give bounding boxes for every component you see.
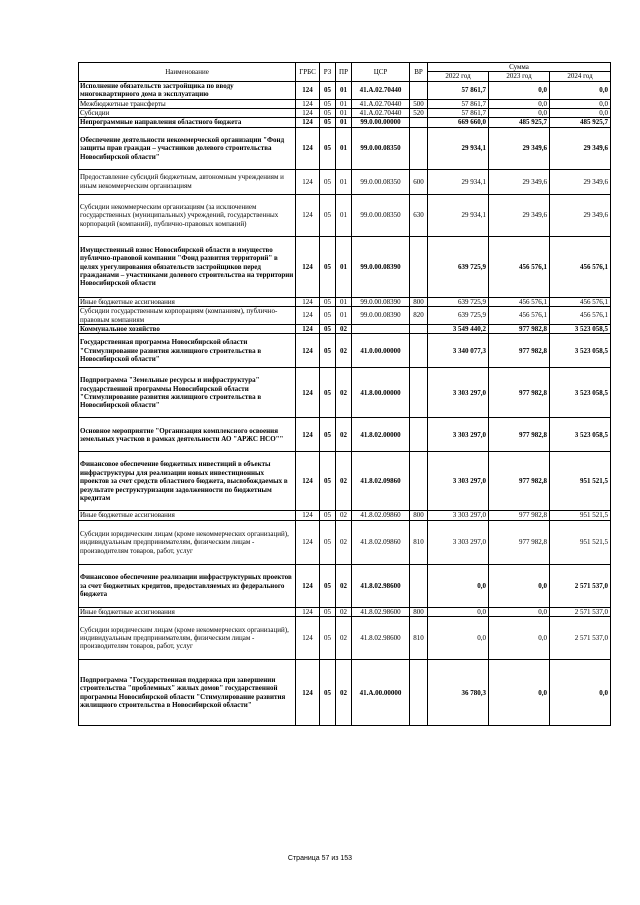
row-vr: 800	[410, 607, 428, 616]
row-amount-2022: 29 934,1	[428, 127, 489, 169]
table-row	[79, 99, 611, 108]
row-pr: 02	[336, 334, 352, 368]
row-grbs: 124	[296, 307, 320, 325]
row-csr: 41.А.02.70440	[352, 109, 410, 118]
header-csr: ЦСР	[352, 63, 410, 82]
row-vr	[410, 325, 428, 334]
row-pr: 01	[336, 118, 352, 127]
row-grbs: 124	[296, 236, 320, 297]
row-rz: 05	[320, 511, 336, 520]
row-amount-2023: 977 982,8	[489, 334, 550, 368]
row-grbs: 124	[296, 325, 320, 334]
row-vr: 630	[410, 194, 428, 236]
row-name: Иные бюджетные ассигнования	[79, 297, 296, 306]
row-amount-2022: 57 861,7	[428, 109, 489, 118]
row-pr: 01	[336, 109, 352, 118]
row-rz: 05	[320, 520, 336, 564]
row-pr: 01	[336, 194, 352, 236]
row-grbs: 124	[296, 520, 320, 564]
row-grbs: 124	[296, 607, 320, 616]
row-amount-2023: 977 982,8	[489, 452, 550, 511]
table-row	[79, 418, 611, 452]
header-year-2023: 2023 год	[489, 72, 550, 81]
row-rz: 05	[320, 368, 336, 418]
table-row	[79, 236, 611, 297]
row-grbs: 124	[296, 368, 320, 418]
row-amount-2023: 0,0	[489, 660, 550, 726]
row-amount-2023: 0,0	[489, 617, 550, 660]
row-vr	[410, 334, 428, 368]
row-rz: 05	[320, 194, 336, 236]
row-amount-2024: 2 571 537,0	[550, 607, 611, 616]
row-grbs: 124	[296, 169, 320, 194]
row-amount-2023: 0,0	[489, 81, 550, 99]
row-amount-2022: 3 303 297,0	[428, 511, 489, 520]
row-name: Финансовое обеспечение реализации инфраструктурных проектов за счет бюджетных кредитов, предоставляемых из федерального бюджета	[79, 564, 296, 607]
row-vr	[410, 236, 428, 297]
row-name: Подпрограмма "Земельные ресурсы и инфраструктура" государственной программы Новосибирской области "Стимулирование развития жилищного строительства в Новосибирской области"	[79, 368, 296, 418]
row-rz: 05	[320, 418, 336, 452]
row-name: Межбюджетные трансферты	[79, 99, 296, 108]
row-csr: 41.8.02.09860	[352, 511, 410, 520]
row-name: Непрограммные направления областного бюджета	[79, 118, 296, 127]
table-row	[79, 617, 611, 660]
row-amount-2023: 29 349,6	[489, 169, 550, 194]
row-vr: 500	[410, 99, 428, 108]
row-vr	[410, 660, 428, 726]
row-vr: 810	[410, 617, 428, 660]
row-pr: 01	[336, 169, 352, 194]
row-rz: 05	[320, 617, 336, 660]
row-name: Государственная программа Новосибирской области "Стимулирование развития жилищного строительства в Новосибирской области"	[79, 334, 296, 368]
row-amount-2022: 3 303 297,0	[428, 368, 489, 418]
row-csr: 41.8.02.98600	[352, 607, 410, 616]
row-csr: 41.8.02.00000	[352, 418, 410, 452]
row-pr: 01	[336, 307, 352, 325]
row-pr: 02	[336, 452, 352, 511]
row-amount-2024: 951 521,5	[550, 511, 611, 520]
table-row	[79, 118, 611, 127]
row-pr: 02	[336, 607, 352, 616]
row-pr: 02	[336, 368, 352, 418]
row-pr: 01	[336, 236, 352, 297]
table-row	[79, 334, 611, 368]
row-grbs: 124	[296, 511, 320, 520]
row-rz: 05	[320, 118, 336, 127]
row-name: Подпрограмма "Государственная поддержка при завершении строительства "проблемных" жилых домов" государственной программы Новосибирской области "Стимулирование развития жилищного строительства в Новосибирской области"	[79, 660, 296, 726]
row-rz: 05	[320, 81, 336, 99]
header-sum: Сумма	[428, 63, 611, 72]
row-grbs: 124	[296, 334, 320, 368]
row-amount-2024: 29 349,6	[550, 127, 611, 169]
row-name: Имущественный взнос Новосибирской области в имущество публично-правовой компании "Фонд развития территорий" в целях урегулирования обязательств застройщиков перед гражданами – участниками долевого строительства на территории Новосибирской области	[79, 236, 296, 297]
row-vr	[410, 564, 428, 607]
row-csr: 41.А.02.70440	[352, 99, 410, 108]
row-name: Предоставление субсидий бюджетным, автономным учреждениям и иным некоммерческим организациям	[79, 169, 296, 194]
row-amount-2023: 0,0	[489, 109, 550, 118]
row-pr: 02	[336, 325, 352, 334]
page-number: Страница 57 из 153	[287, 855, 353, 862]
header-grbs: ГРБС	[296, 63, 320, 82]
row-pr: 01	[336, 297, 352, 306]
row-amount-2022: 639 725,9	[428, 297, 489, 306]
table-row	[79, 297, 611, 306]
row-vr	[410, 81, 428, 99]
row-vr: 810	[410, 520, 428, 564]
row-pr: 02	[336, 617, 352, 660]
row-rz: 05	[320, 99, 336, 108]
budget-table-container	[78, 62, 610, 726]
row-pr: 02	[336, 511, 352, 520]
row-amount-2022: 0,0	[428, 564, 489, 607]
row-pr: 02	[336, 564, 352, 607]
row-grbs: 124	[296, 564, 320, 607]
row-name: Субсидии	[79, 109, 296, 118]
row-csr: 99.0.00.08350	[352, 194, 410, 236]
row-rz: 05	[320, 660, 336, 726]
row-amount-2024: 3 523 058,5	[550, 325, 611, 334]
row-amount-2023: 29 349,6	[489, 127, 550, 169]
row-vr	[410, 127, 428, 169]
row-amount-2024: 0,0	[550, 81, 611, 99]
row-rz: 05	[320, 169, 336, 194]
row-grbs: 124	[296, 99, 320, 108]
row-amount-2022: 29 934,1	[428, 194, 489, 236]
row-amount-2022: 36 780,3	[428, 660, 489, 726]
row-name: Обеспечение деятельности некоммерческой организации "Фонд защиты прав граждан – участников долевого строительства Новосибирской области"	[79, 127, 296, 169]
row-rz: 05	[320, 325, 336, 334]
row-amount-2023: 977 982,8	[489, 418, 550, 452]
row-csr	[352, 325, 410, 334]
row-rz: 05	[320, 307, 336, 325]
row-amount-2022: 3 549 440,2	[428, 325, 489, 334]
row-amount-2024: 0,0	[550, 109, 611, 118]
row-grbs: 124	[296, 452, 320, 511]
table-row	[79, 307, 611, 325]
table-row	[79, 368, 611, 418]
row-grbs: 124	[296, 194, 320, 236]
row-amount-2023: 456 576,1	[489, 307, 550, 325]
row-rz: 05	[320, 334, 336, 368]
row-amount-2023: 0,0	[489, 607, 550, 616]
row-amount-2024: 3 523 058,5	[550, 334, 611, 368]
row-vr: 820	[410, 307, 428, 325]
row-amount-2024: 2 571 537,0	[550, 617, 611, 660]
row-name: Субсидии некоммерческим организациям (за исключением государственных (муниципальных) учреждений, государственных корпораций (компаний), публично-правовых компаний)	[79, 194, 296, 236]
header-name: Наименование	[79, 63, 296, 82]
row-name: Основное мероприятие "Организация комплексного освоения земельных участков в рамках деятельности АО "АРЖС НСО""	[79, 418, 296, 452]
table-row	[79, 660, 611, 726]
row-rz: 05	[320, 127, 336, 169]
row-amount-2023: 977 982,8	[489, 511, 550, 520]
table-row	[79, 194, 611, 236]
row-rz: 05	[320, 564, 336, 607]
table-row	[79, 511, 611, 520]
row-grbs: 124	[296, 127, 320, 169]
row-csr: 99.0.00.08390	[352, 297, 410, 306]
row-vr	[410, 368, 428, 418]
table-row	[79, 452, 611, 511]
row-amount-2022: 57 861,7	[428, 99, 489, 108]
table-body	[79, 81, 611, 725]
row-grbs: 124	[296, 118, 320, 127]
table-row	[79, 520, 611, 564]
row-amount-2022: 669 660,0	[428, 118, 489, 127]
row-amount-2024: 456 576,1	[550, 236, 611, 297]
row-amount-2022: 29 934,1	[428, 169, 489, 194]
row-name: Финансовое обеспечение бюджетных инвестиций в объекты инфраструктуры для реализации новых инвестиционных проектов за счет средств областного бюджета, высвобождаемых в результате реструктуризации задолженности по бюджетным кредитам	[79, 452, 296, 511]
row-amount-2023: 456 576,1	[489, 297, 550, 306]
row-amount-2024: 3 523 058,5	[550, 418, 611, 452]
row-vr	[410, 118, 428, 127]
row-rz: 05	[320, 297, 336, 306]
row-name: Коммунальное хозяйство	[79, 325, 296, 334]
table-row	[79, 607, 611, 616]
row-amount-2024: 485 925,7	[550, 118, 611, 127]
header-rz: РЗ	[320, 63, 336, 82]
header-year-2024: 2024 год	[550, 72, 611, 81]
header-pr: ПР	[336, 63, 352, 82]
row-csr: 41.8.02.09860	[352, 452, 410, 511]
row-pr: 01	[336, 127, 352, 169]
row-csr: 41.8.02.98600	[352, 564, 410, 607]
row-amount-2022: 3 340 077,3	[428, 334, 489, 368]
row-pr: 02	[336, 418, 352, 452]
row-csr: 41.8.00.00000	[352, 368, 410, 418]
row-csr: 41.А.00.00000	[352, 660, 410, 726]
row-pr: 02	[336, 660, 352, 726]
row-csr: 41.0.00.00000	[352, 334, 410, 368]
table-row	[79, 564, 611, 607]
row-amount-2022: 57 861,7	[428, 81, 489, 99]
row-vr: 520	[410, 109, 428, 118]
row-pr: 02	[336, 520, 352, 564]
row-vr: 800	[410, 297, 428, 306]
table-row	[79, 81, 611, 99]
row-amount-2024: 456 576,1	[550, 307, 611, 325]
row-amount-2023: 977 982,8	[489, 520, 550, 564]
row-csr: 99.0.00.08390	[352, 236, 410, 297]
table-row	[79, 127, 611, 169]
row-amount-2024: 29 349,6	[550, 194, 611, 236]
row-vr: 800	[410, 511, 428, 520]
row-vr	[410, 418, 428, 452]
row-amount-2022: 0,0	[428, 617, 489, 660]
row-pr: 01	[336, 81, 352, 99]
table-row	[79, 325, 611, 334]
row-amount-2024: 951 521,5	[550, 452, 611, 511]
row-grbs: 124	[296, 418, 320, 452]
row-name: Исполнение обязательств застройщика по вводу многоквартирного дома в эксплуатацию	[79, 81, 296, 99]
row-name: Субсидии юридическим лицам (кроме некоммерческих организаций), индивидуальным предпринимателям, физическим лицам - производителям товаров, работ, услуг	[79, 520, 296, 564]
table-row	[79, 109, 611, 118]
row-csr: 99.0.00.08350	[352, 127, 410, 169]
row-amount-2022: 639 725,9	[428, 236, 489, 297]
row-amount-2023: 29 349,6	[489, 194, 550, 236]
row-grbs: 124	[296, 617, 320, 660]
row-amount-2023: 977 982,8	[489, 368, 550, 418]
row-amount-2022: 0,0	[428, 607, 489, 616]
row-name: Субсидии государственным корпорациям (компаниям), публично-правовым компаниям	[79, 307, 296, 325]
row-name: Иные бюджетные ассигнования	[79, 607, 296, 616]
row-name: Иные бюджетные ассигнования	[79, 511, 296, 520]
row-pr: 01	[336, 99, 352, 108]
row-csr: 99.0.00.08390	[352, 307, 410, 325]
row-vr: 600	[410, 169, 428, 194]
row-csr: 41.А.02.70440	[352, 81, 410, 99]
header-year-2022: 2022 год	[428, 72, 489, 81]
row-grbs: 124	[296, 109, 320, 118]
row-amount-2023: 977 982,8	[489, 325, 550, 334]
row-amount-2022: 3 303 297,0	[428, 418, 489, 452]
row-csr: 99.0.00.00000	[352, 118, 410, 127]
row-amount-2024: 456 576,1	[550, 297, 611, 306]
row-amount-2024: 0,0	[550, 660, 611, 726]
row-csr: 41.8.02.98600	[352, 617, 410, 660]
header-vr: ВР	[410, 63, 428, 82]
row-amount-2023: 485 925,7	[489, 118, 550, 127]
row-grbs: 124	[296, 660, 320, 726]
row-amount-2023: 0,0	[489, 99, 550, 108]
row-csr: 41.8.02.09860	[352, 520, 410, 564]
row-amount-2022: 3 303 297,0	[428, 452, 489, 511]
row-rz: 05	[320, 607, 336, 616]
row-amount-2024: 951 521,5	[550, 520, 611, 564]
row-amount-2022: 639 725,9	[428, 307, 489, 325]
row-csr: 99.0.00.08350	[352, 169, 410, 194]
row-amount-2024: 29 349,6	[550, 169, 611, 194]
row-amount-2024: 3 523 058,5	[550, 368, 611, 418]
budget-table	[78, 62, 611, 726]
row-grbs: 124	[296, 81, 320, 99]
table-row	[79, 169, 611, 194]
row-amount-2023: 0,0	[489, 564, 550, 607]
row-rz: 05	[320, 452, 336, 511]
row-grbs: 124	[296, 297, 320, 306]
row-amount-2023: 456 576,1	[489, 236, 550, 297]
row-amount-2022: 3 303 297,0	[428, 520, 489, 564]
row-vr	[410, 452, 428, 511]
row-amount-2024: 0,0	[550, 99, 611, 108]
row-rz: 05	[320, 236, 336, 297]
row-name: Субсидии юридическим лицам (кроме некоммерческих организаций), индивидуальным предпринимателям, физическим лицам - производителям товаров, работ, услуг	[79, 617, 296, 660]
row-amount-2024: 2 571 537,0	[550, 564, 611, 607]
row-rz: 05	[320, 109, 336, 118]
